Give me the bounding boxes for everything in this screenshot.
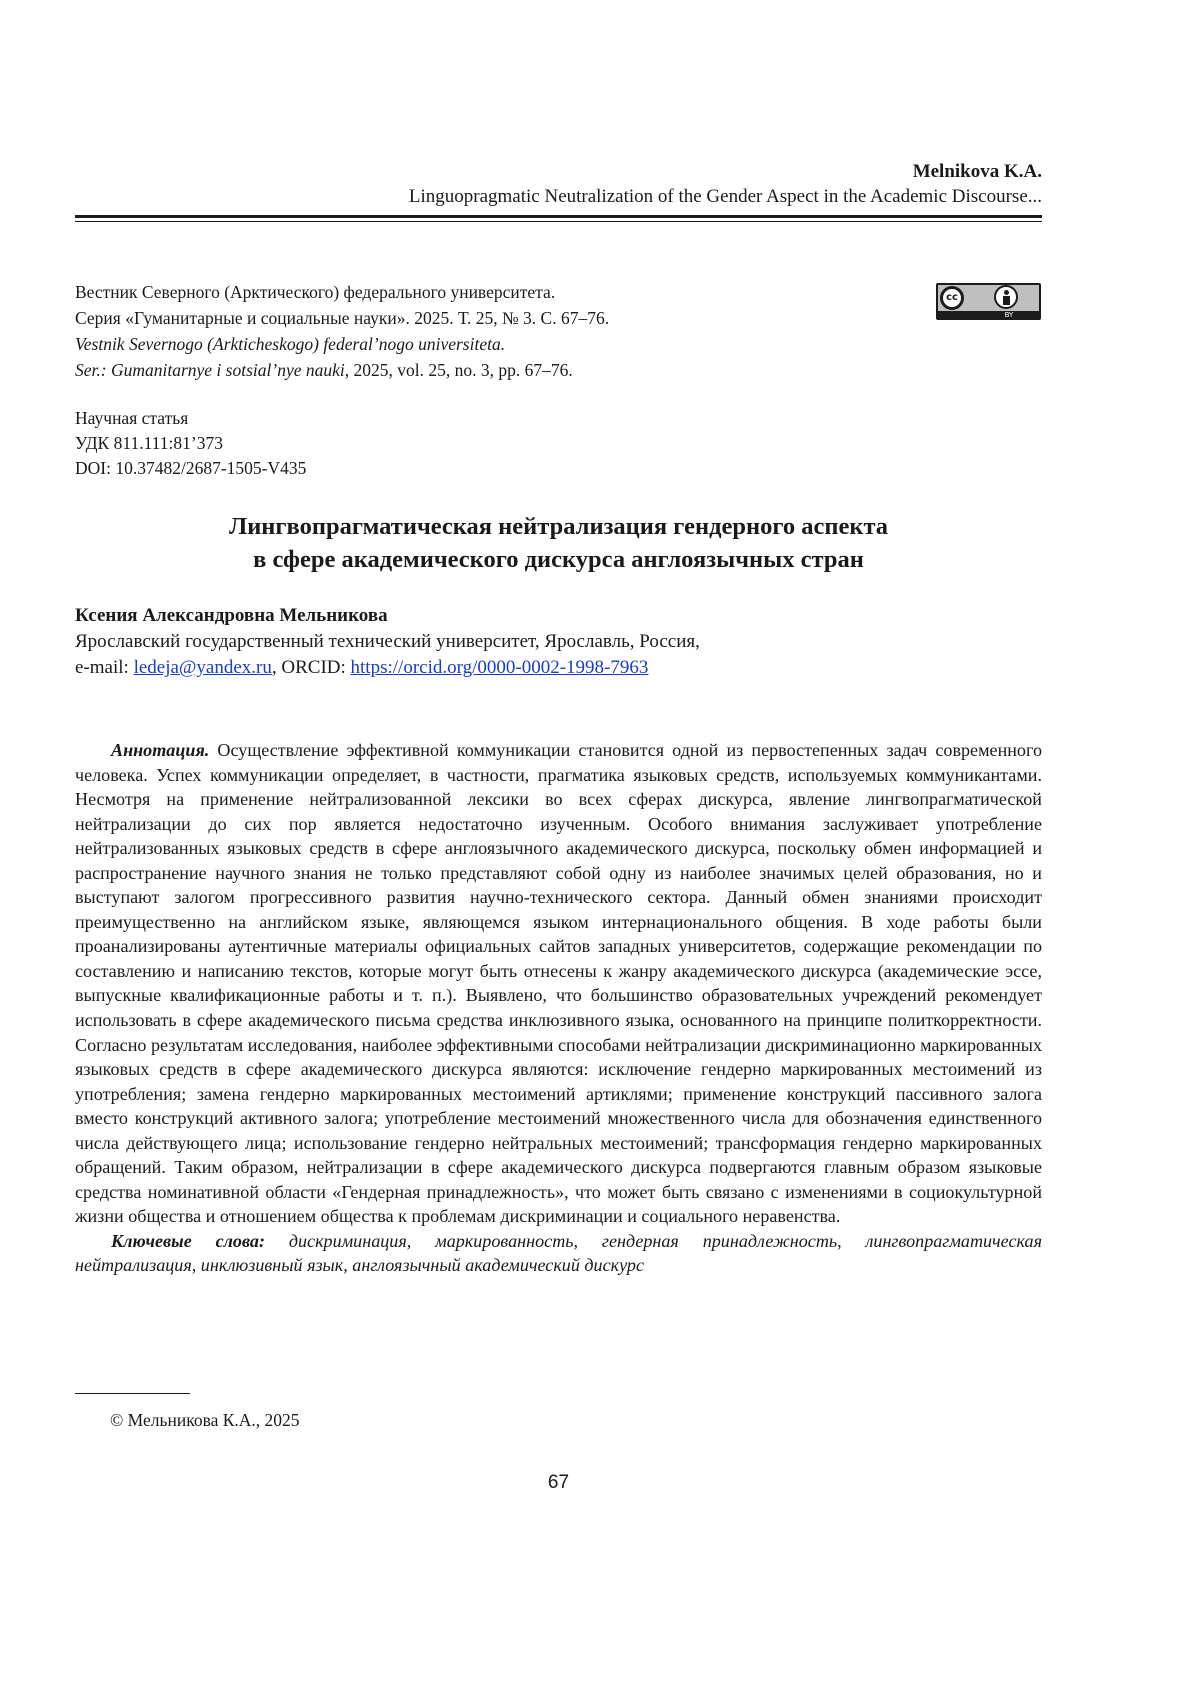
citation-line-1: Вестник Северного (Арктического) федерального университета. (75, 279, 609, 305)
keywords (75, 1229, 1042, 1278)
article-title (75, 510, 1042, 576)
doi: DOI: 10.37482/2687-1505-V435 (75, 456, 306, 481)
header-rule-thin (75, 221, 1042, 222)
citation-series-italic: Ser.: Gumanitarnye i sotsial’nye nauki (75, 360, 345, 380)
running-head-author: Melnikova K.A. (75, 160, 1042, 184)
article-meta (75, 406, 306, 481)
citation-series-rest: , 2025, vol. 25, no. 3, pp. 67–76. (345, 360, 573, 380)
abstract (75, 738, 1042, 1278)
keywords-text: дискриминация, маркированность, гендерная принадлежность, лингвопрагматическая нейтрализация, инклюзивный язык, англоязычный академический дискурс (75, 1231, 1042, 1276)
article-title-line-2: в сфере академического дискурса англоязычных стран (75, 543, 1042, 576)
copyright-notice: © Мельникова К.А., 2025 (110, 1408, 300, 1432)
abstract-text: Осуществление эффективной коммуникации становится одной из первостепенных задач современного человека. Успех коммуникации определяет, в частности, прагматика языковых средств, используемых коммуникантами. Несмотря на применение нейтрализованной лексики во всех сферах дискурса, явление лингвопрагматической нейтрализации до сих пор является недостаточно изученным. Особого внимания заслуживает употребление нейтрализованных языковых средств в сфере англоязычного академического дискурса, поскольку обмен информацией и распространение научного знания не только представляют собой одну из наиболее значимых целей образования, но и выступают залогом прогрессивного развития научно-технического сектора. Данный обмен знаниями происходит преимущественно на английском языке, являющемся языком интернационального общения. В ходе работы были проанализированы аутентичные материалы официальных сайтов западных университетов, содержащие рекомендации по составлению и написанию текстов, которые могут быть отнесены к жанру академического дискурса (академические эссе, выпускные квалификационные работы и т. п.). Выявлено, что большинство образовательных учреждений рекомендует использовать в сфере академического письма средства инклюзивного языка, основанного на принципе политкорректности. Согласно результатам исследования, наиболее эффективными способами нейтрализации дискриминационно маркированных языковых средств в сфере академического дискурса являются: исключение гендерно маркированных местоимений из употребления; замена гендерно маркированных местоимений артиклями; применение конструкций пассивного залога вместо конструкций активного залога; употребление местоимений множественного числа для обозначения единственного числа действующего лица; использование гендерно нейтральных местоимений; трансформация гендерно маркированных обращений. Таким образом, нейтрализации в сфере академического дискурса подвергаются главным образом языковые средства номинативной области «Гендерная принадлежность», что может быть связано с изменениями в социокультурной жизни общества и отношением общества к проблемам дискриминации и социального неравенства. (75, 740, 1042, 1226)
cc-icon: cc (940, 286, 964, 310)
cc-by-license-badge[interactable] (936, 283, 1041, 320)
author-name: Ксения Александровна Мельникова (75, 603, 700, 629)
page-number: 67 (0, 1471, 1117, 1495)
header-rule-thick (75, 215, 1042, 218)
attribution-person-icon (994, 285, 1018, 309)
udk-code: УДК 811.111:81’373 (75, 431, 306, 456)
cc-by-label: BY (997, 311, 1021, 319)
citation-line-3: Vestnik Severnogo (Arkticheskogo) federal’nogo universiteta. (75, 331, 609, 357)
article-title-line-1: Лингвопрагматическая нейтрализация гендерного аспекта (75, 510, 1042, 543)
footnote-rule (75, 1393, 190, 1394)
keywords-label: Ключевые слова: (111, 1231, 265, 1251)
article-type: Научная статья (75, 406, 306, 431)
email-label: e-mail: (75, 657, 134, 678)
author-affiliation: Ярославский государственный технический университет, Ярославль, Россия, (75, 629, 700, 655)
article-page (0, 0, 1200, 1697)
author-block (75, 603, 700, 681)
author-contacts (75, 655, 700, 681)
email-link[interactable]: ledeja@yandex.ru (134, 657, 272, 678)
citation-line-2: Серия «Гуманитарные и социальные науки». 2025. Т. 25, № 3. С. 67–76. (75, 305, 609, 331)
orcid-label: , ORCID: (272, 657, 351, 678)
journal-citation (75, 279, 609, 383)
orcid-link[interactable]: https://orcid.org/0000-0002-1998-7963 (351, 657, 649, 678)
abstract-label: Аннотация. (111, 740, 209, 760)
running-head-title: Linguopragmatic Neutralization of the Gender Aspect in the Academic Discourse... (75, 185, 1042, 209)
citation-line-4 (75, 357, 609, 383)
abstract-paragraph (75, 738, 1042, 1229)
